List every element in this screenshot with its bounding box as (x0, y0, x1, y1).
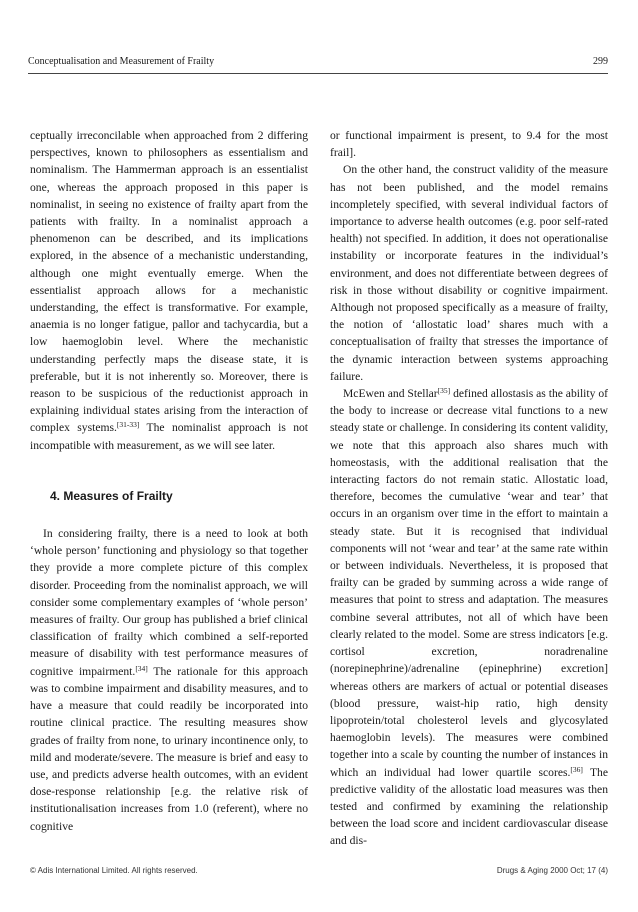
text-run: defined allostasis as the ability of the body to increase or decrease vital functions to a new steady state or challenge. In considering its content validity, we note that this approach also shares much with homeostasis, with the additional realisation that the interacting factors do not remain static. Allostatic load, therefore, becomes the cumulative ‘wear and tear’ that occurs in an organism over time in the effort to maintain a steady state. But it is recognised that individual components will not ‘wear and tear’ at the same rate within or between individuals. Nevertheless, it is proposed that frailty can be graded by summing across a wide range of measures that point to stress and adaptation. The measures combine several attributes, not all of which have been clearly related to the model. Some are stress indicators [e.g. cortisol excretion, noradrenaline (norepinephrine)/adrenaline (epinephrine) excretion] whereas others are markers of actual or potential diseases (blood pressure, waist-hip ratio, high density lipoprotein/total cholesterol levels and glycosylated haemoglobin levels). The measures were combined together into a scale by counting the number of instances in which an individual had lower quartile scores. (330, 387, 608, 779)
text-run: McEwen and Stellar (343, 387, 438, 401)
citation: [34] (135, 663, 148, 673)
left-column (30, 127, 308, 835)
text-run: ceptually irreconcilable when approached from 2 differing perspectives, known to philosophers as essentialism and nominalism. The Hammerman approach is an essentialist one, whereas the approach proposed in this paper is nominalist, in seeing no existence of frailty apart from the patients with frailty. In a nominalist approach a phenomenon can be described, and its implications explored, in the absence of a mechanistic understanding, although one might eventually emerge. When the essentialist approach allows for a mechanistic understanding, the effect is transformative. For example, anaemia is no longer fatigue, pallor and tachycardia, but a low haemoglobin level. Where the mechanistic understanding perfectly maps the disease state, it is preferable, but it is not inherently so. Moreover, there is reason to be suspicious of the reductionist approach in explaining individual states arising from the interaction of complex systems. (30, 129, 308, 435)
text-run: In considering frailty, there is a need to look at both ‘whole person’ functioning and physiology so that together they provide a more complete picture of this complex disorder. Proceeding from the nominalist approach, we will consider some complementary examples of ‘whole person’ measures of frailty. Our group has published a brief clinical classification of frailty which combined a self-reported measure of disability with test performance measures of cognitive impairment. (30, 527, 308, 678)
copyright-notice: © Adis International Limited. All rights reserved. (30, 866, 198, 875)
section-heading: 4. Measures of Frailty (50, 488, 173, 503)
citation: [36] (570, 764, 583, 774)
paragraph (30, 127, 308, 454)
paragraph (30, 525, 308, 835)
page-footer (30, 866, 608, 875)
paragraph: or functional impairment is present, to 9.4 for the most frail]. (330, 129, 608, 160)
journal-citation: Drugs & Aging 2000 Oct; 17 (4) (496, 866, 608, 875)
running-header (28, 56, 608, 74)
text-run: The rationale for this approach was to combine impairment and disability measures, and to have a measure that could readily be incorporated into routine clinical practice. The resulting measures show grades of frailty from none, to urinary incontinence only, to mild and moderate/severe. The measure is brief and easy to use, and predicts adverse health outcomes, with an evident dose-response relationship [e.g. the relative risk of institutionalisation increases from 1.0 (referent), where no cognitive (30, 664, 309, 833)
citation: [31-33] (116, 420, 140, 430)
paragraph (330, 385, 608, 849)
running-title: Conceptualisation and Measurement of Frailty (28, 56, 215, 67)
citation: [35] (437, 385, 451, 395)
right-column (330, 127, 608, 850)
page-number: 299 (593, 56, 608, 67)
paragraph: On the other hand, the construct validity of the measure has not been published, and the model remains incompletely specified, with several individual factors of importance to adverse health outcomes (e.g. poor self-rated health) not specified. In addition, it does not operationalise instability or incorporate features in the individual’s environment, and does not differentiate between degrees of risk in those without disability or cognitive impairment. Although not proposed specifically as a measure of frailty, the notion of ‘allostatic load’ shares much with a conceptualisation of frailty that stresses the importance of the dynamic interaction between systems approaching failure. (330, 163, 608, 383)
text-run: The predictive validity of the allostatic load measures was then tested and confirmed by examining the relationship between the load score and incident cardiovascular disease and dis- (330, 765, 608, 848)
text-run: The nominalist approach is not incompatible with measurement, as we will see later. (30, 421, 309, 452)
